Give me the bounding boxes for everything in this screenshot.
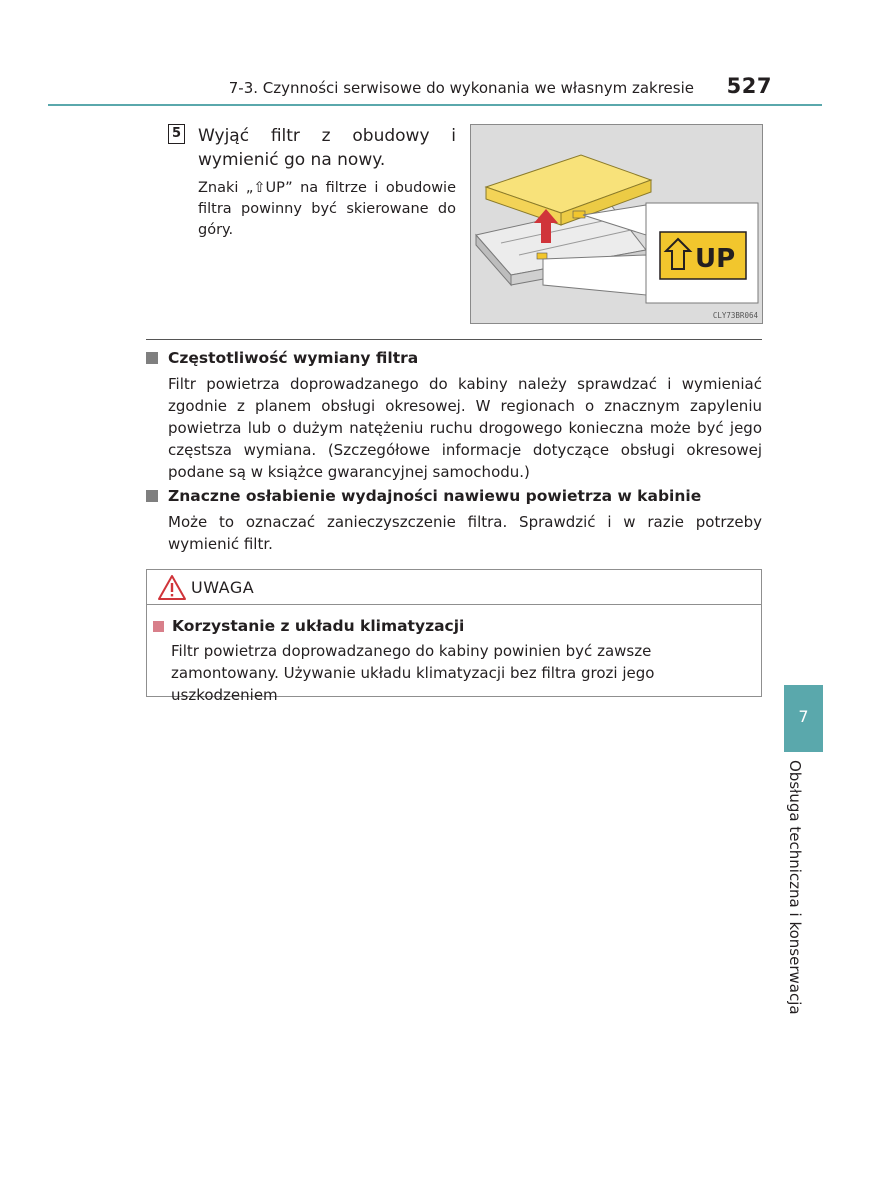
step-note: Znaki „⇧UP” na filtrze i obudowie filtra powinny być skierowane do góry. bbox=[198, 180, 456, 238]
chapter-tab-label: Obsługa techniczna i konserwacja bbox=[786, 760, 804, 1015]
warning-subheading bbox=[153, 617, 761, 635]
section-heading-text: Częstotliwość wymiany filtra bbox=[168, 349, 419, 367]
bullet-square-icon bbox=[153, 621, 164, 632]
page-header bbox=[48, 74, 822, 106]
step-title: Wyjąć filtr z obudowy i wymienić go na nowy. bbox=[198, 126, 456, 170]
section-heading-text: Znaczne osłabienie wydajności nawiewu powietrza w kabinie bbox=[168, 487, 702, 505]
section-heading bbox=[146, 487, 762, 505]
section-heading bbox=[146, 349, 762, 367]
figure-code: CLY73BR064 bbox=[712, 311, 758, 320]
bullet-square-icon bbox=[146, 352, 158, 364]
warning-header bbox=[147, 570, 761, 605]
warning-triangle-icon bbox=[157, 574, 187, 601]
step-5 bbox=[168, 124, 456, 241]
filter-illustration bbox=[470, 124, 763, 324]
warning-subheading-text: Korzystanie z układu klimatyzacji bbox=[172, 617, 465, 635]
warning-box bbox=[146, 569, 762, 704]
section-replacement-frequency bbox=[146, 349, 762, 483]
chapter-tab-number: 7 bbox=[798, 707, 809, 726]
section-divider bbox=[146, 339, 762, 340]
warning-title: UWAGA bbox=[191, 577, 255, 597]
section-airflow-weakening bbox=[146, 487, 762, 555]
chapter-title: 7-3. Czynności serwisowe do wykonania we własnym zakresie bbox=[228, 79, 694, 97]
step-number-badge: 5 bbox=[168, 124, 185, 144]
filter-drawing bbox=[471, 125, 762, 323]
housing-up-mark bbox=[537, 253, 547, 259]
section-body: Może to oznaczać zanieczyszczenie filtra. Sprawdzić i w razie potrzeby wymienić filtr. bbox=[168, 513, 762, 553]
chapter-tab bbox=[784, 685, 823, 752]
lift-arrow-shaft bbox=[541, 220, 551, 243]
section-body: Filtr powietrza doprowadzanego do kabiny należy sprawdzać i wymieniać zgodnie z planem obsługi okresowej. W regionach o znacznym zapyleniu powietrza lub o dużym natężeniu ruchu drogowego konieczna może być jego częstsza wymiana. (Szczegółowe informacje dotyczące obsługi okresowej podane są w książce gwarancyjnej samochodu.) bbox=[168, 375, 762, 481]
up-label-text: UP bbox=[695, 244, 736, 274]
bullet-square-icon bbox=[146, 490, 158, 502]
warning-body: Filtr powietrza doprowadzanego do kabiny powinien być zawsze zamontowany. Używanie układu klimatyzacji bez filtra grozi jego uszkodzeniem bbox=[171, 642, 655, 704]
page-number: 527 bbox=[726, 74, 772, 98]
